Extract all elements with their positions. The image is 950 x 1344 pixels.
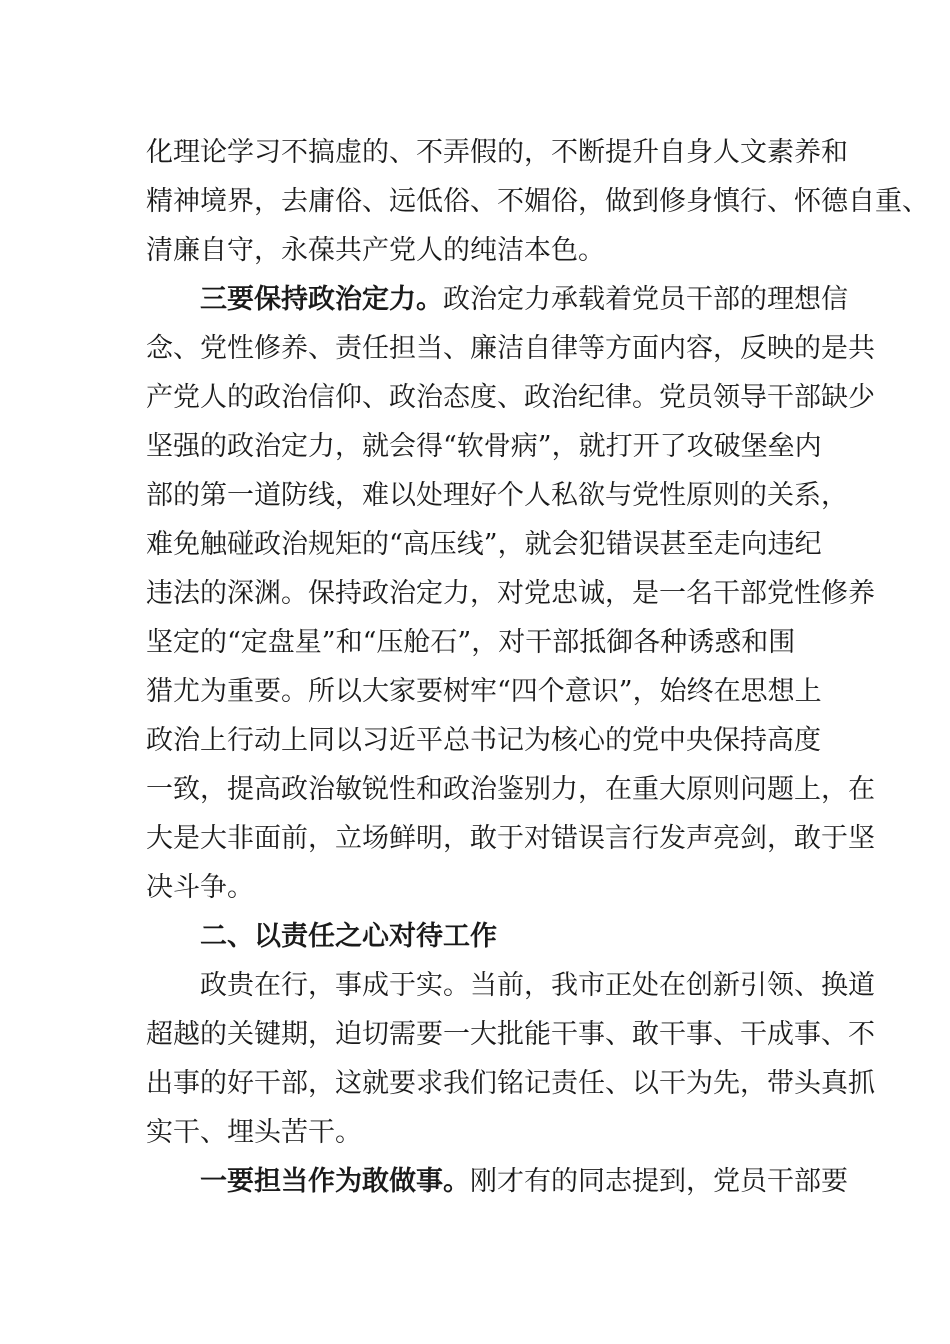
paragraph-first-line [200,283,848,317]
paragraph-lead: 三要保持政治定力。 [200,284,443,315]
text-line: 念、党性修养、责任担当、廉洁自律等方面内容，反映的是共 [146,333,875,364]
text-line: 政贵在行，事成于实。当前，我市正处在创新引领、换道 [200,970,875,1001]
text-line: 实干、埋头苦干。 [146,1117,362,1148]
paragraph-lead: 一要担当作为敢做事。 [200,1166,470,1197]
text-line: 出事的好干部，这就要求我们铭记责任、以干为先，带头真抓 [146,1068,875,1099]
text-line: 大是大非面前，立场鲜明，敢于对错误言行发声亮剑，敢于坚 [146,823,875,854]
text-line: 决斗争。 [146,872,254,903]
text-line: 政治上行动上同以习近平总书记为核心的党中央保持高度 [146,725,821,756]
paragraph-text: 政治定力承载着党员干部的理想信 [443,284,848,315]
section-heading: 二、以责任之心对待工作 [200,921,497,952]
text-line: 违法的深渊。保持政治定力，对党忠诚，是一名干部党性修养 [146,578,875,609]
text-line: 坚强的政治定力，就会得“软骨病”，就打开了攻破堡垒内 [146,431,822,462]
text-line: 部的第一道防线，难以处理好个人私欲与党性原则的关系， [146,480,848,511]
text-line: 难免触碰政治规矩的“高压线”，就会犯错误甚至走向违纪 [146,529,822,560]
text-line: 猎尤为重要。所以大家要树牢“四个意识”，始终在思想上 [146,676,822,707]
text-line: 超越的关键期，迫切需要一大批能干事、敢干事、干成事、不 [146,1019,875,1050]
text-line: 产党人的政治信仰、政治态度、政治纪律。党员领导干部缺少 [146,382,875,413]
text-line: 化理论学习不搞虚的、不弄假的，不断提升自身人文素养和 [146,137,848,168]
paragraph-first-line [200,1165,848,1199]
paragraph-text: 刚才有的同志提到，党员干部要 [470,1166,848,1197]
text-line: 清廉自守，永葆共产党人的纯洁本色。 [146,235,605,266]
text-line: 一致，提高政治敏锐性和政治鉴别力，在重大原则问题上，在 [146,774,875,805]
text-line: 坚定的“定盘星”和“压舱石”，对干部抵御各种诱惑和围 [146,627,796,658]
text-line: 精神境界，去庸俗、远低俗、不媚俗，做到修身慎行、怀德自重、 [146,186,929,217]
